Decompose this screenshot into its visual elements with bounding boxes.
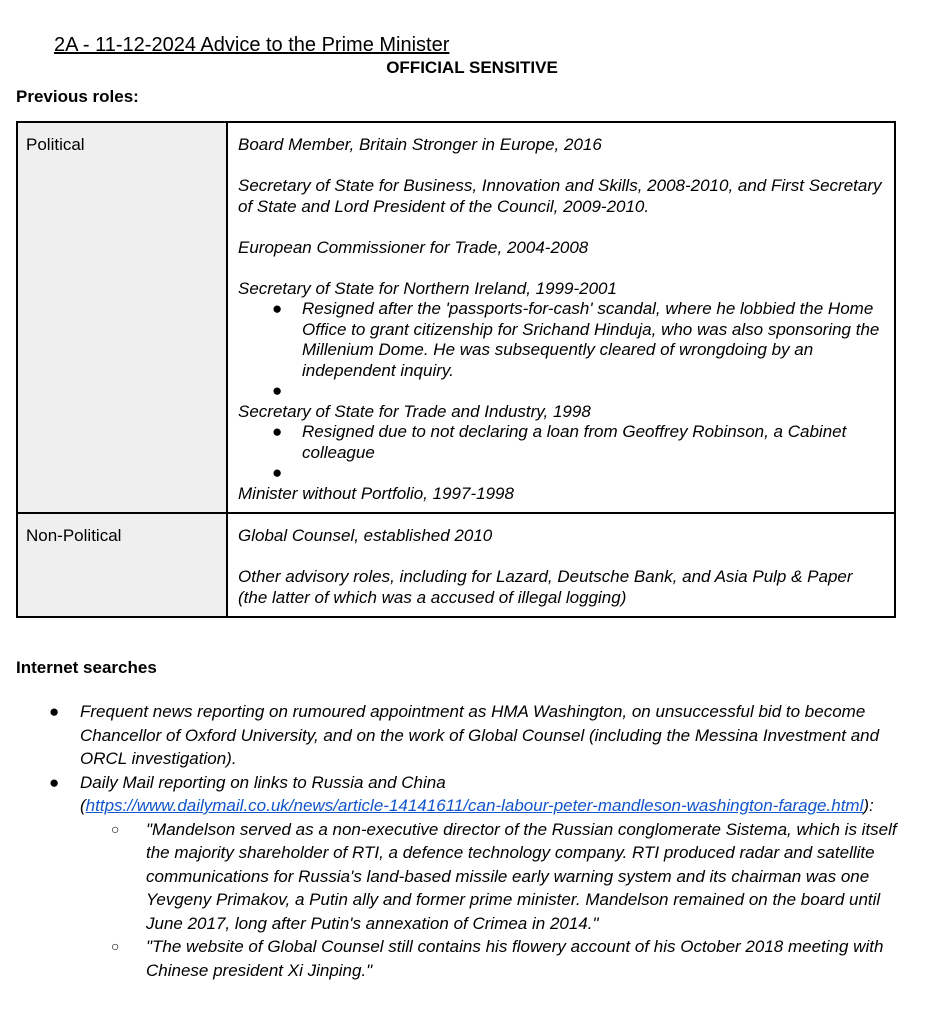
role-trade-secretary: Secretary of State for Trade and Industry, 1998: [238, 401, 591, 421]
role-ni-secretary: Secretary of State for Northern Ireland, 1999-2001: [238, 278, 617, 298]
previous-roles-heading: Previous roles:: [16, 87, 139, 106]
role-advisory: Other advisory roles, including for Lazard, Deutsche Bank, and Asia Pulp & Paper (the latter of which was a accused of illegal logging): [238, 567, 853, 607]
bullet-icon: ●: [272, 299, 283, 318]
internet-searches-heading: Internet searches: [16, 658, 157, 677]
list-item: [0, 700, 944, 771]
role-global-counsel: Global Counsel, established 2010: [238, 526, 493, 545]
quote-global-counsel: "The website of Global Counsel still contains his flowery account of his October 2018 meeting with Chinese president Xi Jinping.": [146, 937, 884, 980]
list-item: [238, 299, 884, 381]
bullet-icon: ●: [49, 702, 60, 721]
bullet-icon: ●: [272, 422, 283, 441]
bullet-icon: ●: [272, 381, 283, 400]
internet-searches-list: [0, 700, 944, 982]
list-item: [238, 422, 884, 463]
roles-table: [16, 121, 896, 618]
role-board-member: Board Member, Britain Stronger in Europe, 2016: [238, 135, 602, 154]
trade-note: Resigned due to not declaring a loan from Geoffrey Robinson, a Cabinet colleague: [302, 422, 847, 462]
political-category-cell: [17, 122, 227, 513]
non-political-details-cell: [227, 513, 895, 617]
ni-note: Resigned after the 'passports-for-cash' scandal, where he lobbied the Home Office to grant citizenship for Srichand Hinduja, who was also sponsoring the Millenium Dome. He was subsequently cleared of wrongdoing by an independent inquiry.: [302, 299, 880, 380]
bullet-icon: ●: [272, 463, 283, 482]
table-row: [17, 122, 895, 513]
list-item: [0, 935, 944, 982]
link-close-paren: ):: [863, 796, 874, 815]
quote-sistema: "Mandelson served as a non-executive director of the Russian conglomerate Sistema, which is itself the majority shareholder of RTI, a defence technology company. RTI produced radar and satellite communications for Russia's land-based missile early warning system and its chairman was one Yevgeny Primakov, a Putin ally and former prime minister. Mandelson remained on the board until June 2017, long after Putin's annexation of Crimea in 2014.": [146, 819, 897, 933]
non-political-category-cell: [17, 513, 227, 617]
document-title: 2A - 11-12-2024 Advice to the Prime Minister: [54, 34, 450, 56]
role-minister-without-portfolio: Minister without Portfolio, 1997-1998: [238, 483, 514, 503]
role-business-secretary: Secretary of State for Business, Innovation and Skills, 2008-2010, and First Secretary of State and Lord President of the Council, 2009-2010.: [238, 176, 882, 216]
circle-bullet-icon: ○: [111, 820, 120, 837]
search-result-daily-mail: Daily Mail reporting on links to Russia and China: [80, 772, 446, 792]
role-eu-commissioner: European Commissioner for Trade, 2004-2008: [238, 237, 589, 257]
list-item: [0, 818, 944, 936]
daily-mail-link[interactable]: https://www.dailymail.co.uk/news/article-14141611/can-labour-peter-mandleson-washington-farage.html: [85, 796, 864, 815]
non-political-category-label: Non-Political: [26, 526, 122, 545]
search-result-news: Frequent news reporting on rumoured appointment as HMA Washington, on unsuccessful bid to become Chancellor of Oxford University, and on the work of Global Counsel (including the Messina Investment and ORCL investigation).: [80, 702, 880, 768]
classification-label: OFFICIAL SENSITIVE: [386, 58, 558, 77]
table-row: [17, 513, 895, 617]
list-item: [238, 463, 884, 484]
political-details-cell: [227, 122, 895, 513]
ni-notes-list: [238, 299, 884, 402]
link-open-paren: (: [80, 796, 86, 815]
political-category-label: Political: [26, 135, 85, 154]
circle-bullet-icon: ○: [111, 938, 120, 954]
bullet-icon: ●: [49, 772, 60, 792]
trade-notes-list: [238, 422, 884, 484]
list-item: [0, 771, 944, 818]
list-item: [238, 381, 884, 402]
